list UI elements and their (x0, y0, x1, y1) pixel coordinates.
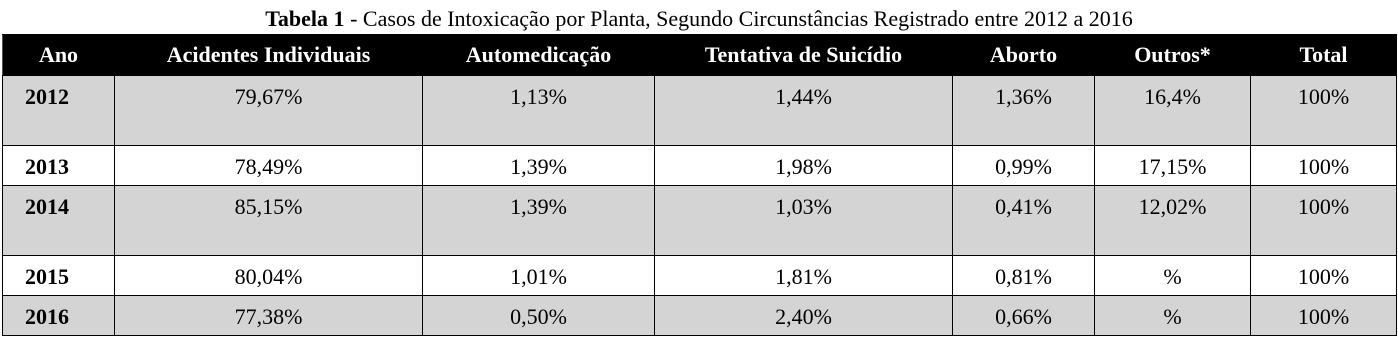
cell-total: 100% (1251, 296, 1397, 336)
cell-total: 100% (1251, 146, 1397, 186)
cell-acidentes: 77,38% (115, 296, 423, 336)
header-acidentes-individuais: Acidentes Individuais (115, 35, 423, 76)
cell-automedicacao: 1,39% (423, 146, 655, 186)
cell-acidentes: 79,67% (115, 76, 423, 146)
caption-label: Tabela 1 (265, 6, 345, 31)
cell-aborto: 0,41% (953, 186, 1095, 256)
cell-ano: 2016 (3, 296, 115, 336)
caption-text: - Casos de Intoxicação por Planta, Segundo Circunstâncias Registrado entre 2012 a 2016 (344, 6, 1133, 31)
cell-automedicacao: 1,39% (423, 186, 655, 256)
cell-outros: 17,15% (1095, 146, 1251, 186)
cell-outros: % (1095, 296, 1251, 336)
cell-tentativa: 1,81% (655, 256, 953, 296)
cell-tentativa: 1,98% (655, 146, 953, 186)
cell-ano: 2015 (3, 256, 115, 296)
header-ano: Ano (3, 35, 115, 76)
cell-total: 100% (1251, 76, 1397, 146)
cell-automedicacao: 0,50% (423, 296, 655, 336)
cell-ano: 2014 (3, 186, 115, 256)
header-automedicacao: Automedicação (423, 35, 655, 76)
header-outros: Outros* (1095, 35, 1251, 76)
cell-aborto: 0,99% (953, 146, 1095, 186)
header-tentativa-de-suicidio: Tentativa de Suicídio (655, 35, 953, 76)
cell-tentativa: 1,44% (655, 76, 953, 146)
cell-outros: 12,02% (1095, 186, 1251, 256)
table-row (3, 256, 1397, 296)
cell-acidentes: 85,15% (115, 186, 423, 256)
header-total: Total (1251, 35, 1397, 76)
table-row (3, 186, 1397, 256)
cell-total: 100% (1251, 186, 1397, 256)
table-caption (0, 5, 1398, 33)
table-row (3, 146, 1397, 186)
data-table (2, 34, 1397, 336)
cell-outros: 16,4% (1095, 76, 1251, 146)
cell-acidentes: 80,04% (115, 256, 423, 296)
cell-ano: 2013 (3, 146, 115, 186)
cell-aborto: 1,36% (953, 76, 1095, 146)
cell-total: 100% (1251, 256, 1397, 296)
table-row (3, 296, 1397, 336)
cell-outros: % (1095, 256, 1251, 296)
cell-aborto: 0,81% (953, 256, 1095, 296)
table-row (3, 76, 1397, 146)
cell-acidentes: 78,49% (115, 146, 423, 186)
cell-aborto: 0,66% (953, 296, 1095, 336)
cell-automedicacao: 1,13% (423, 76, 655, 146)
header-row (3, 35, 1397, 76)
cell-ano: 2012 (3, 76, 115, 146)
cell-tentativa: 1,03% (655, 186, 953, 256)
header-aborto: Aborto (953, 35, 1095, 76)
cell-automedicacao: 1,01% (423, 256, 655, 296)
cell-tentativa: 2,40% (655, 296, 953, 336)
